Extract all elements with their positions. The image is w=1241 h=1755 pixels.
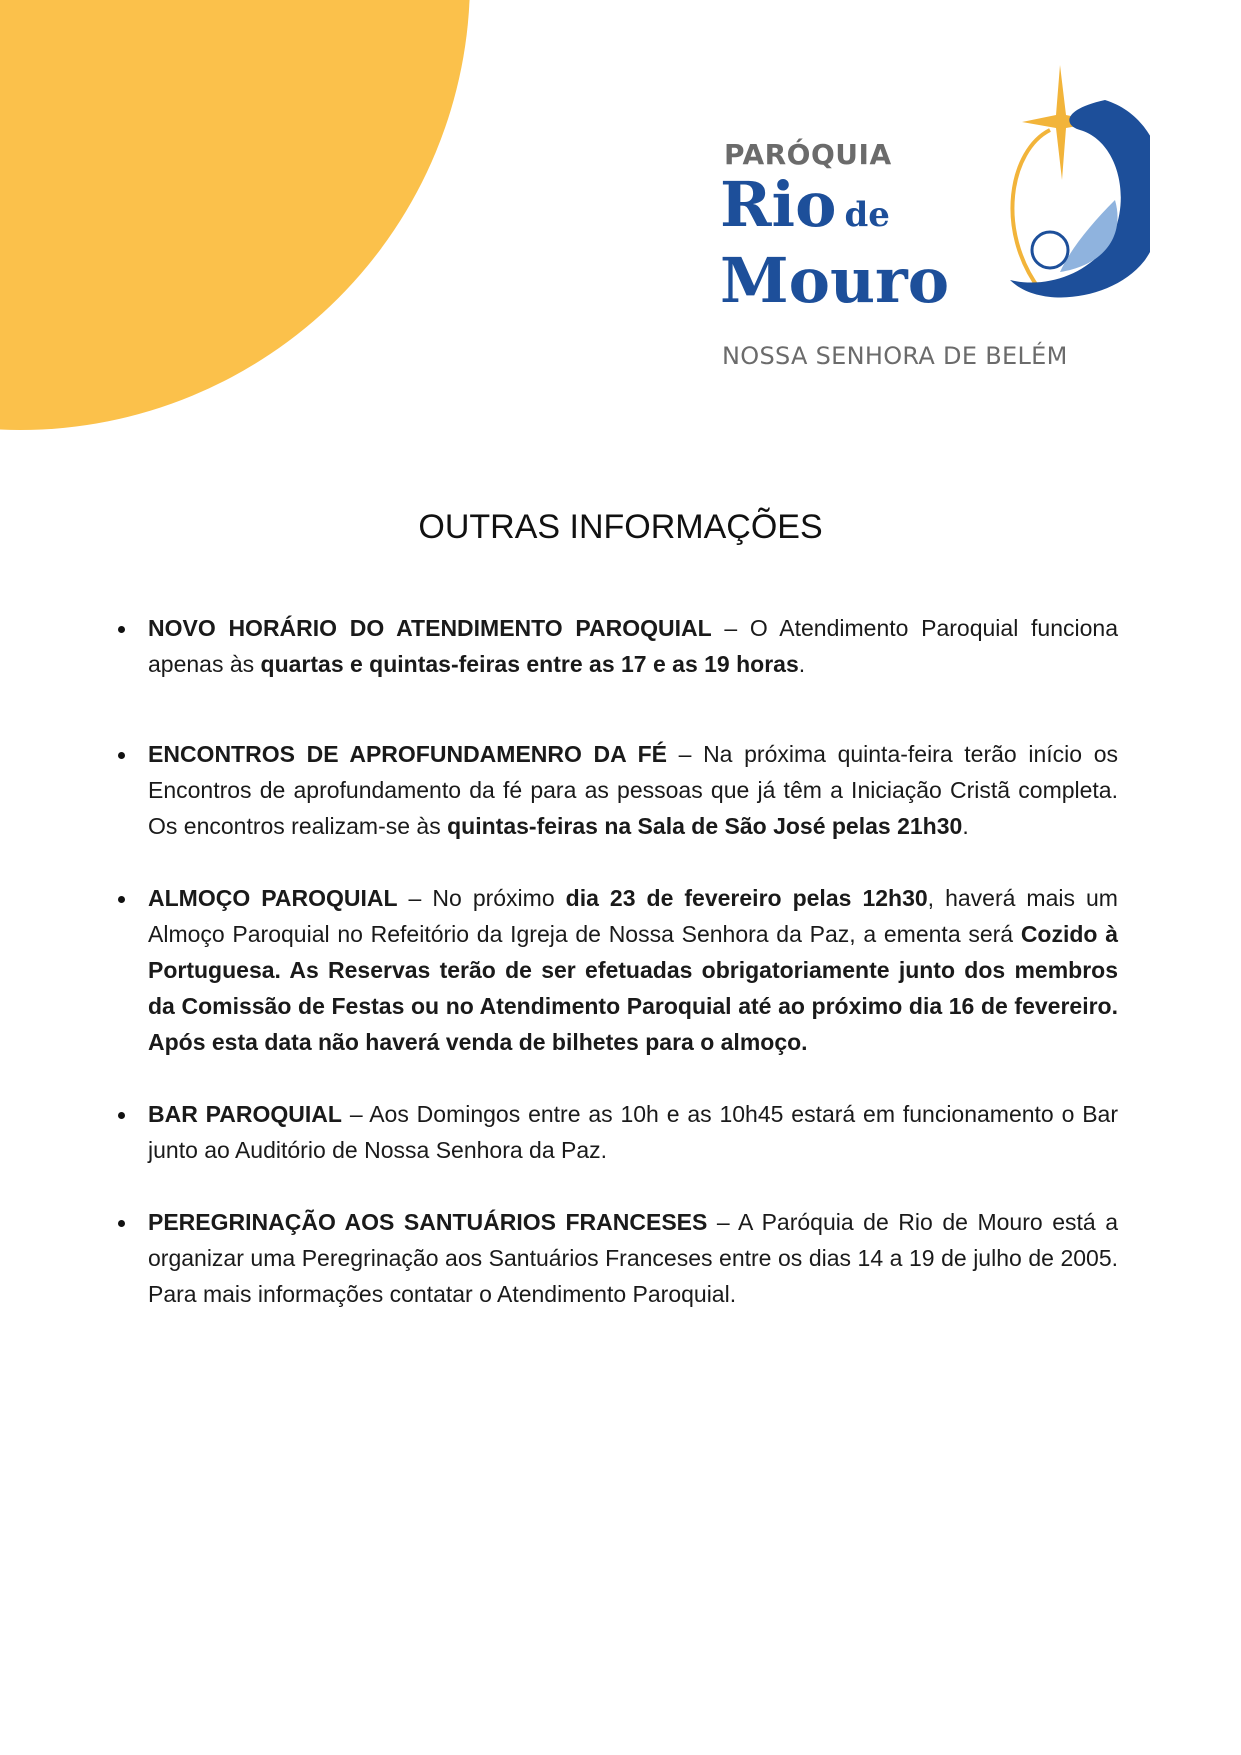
item-text: – Aos Domingos entre as 10h e as 10h45 estará em funcionamento o Bar junto ao Auditório de Nossa Senhora da Paz. xyxy=(148,1101,1119,1163)
decorative-sun-circle xyxy=(0,0,470,430)
item-text: , haverá mais um Almoço Paroquial no Refeitório da Igreja de Nossa Senhora da Paz, a ementa será xyxy=(148,885,1118,947)
bullet-icon xyxy=(118,1112,125,1119)
logo-subtitle: NOSSA SENHORA DE BELÉM xyxy=(722,342,1068,370)
item-bold-text: dia 23 de fevereiro pelas 12h30 xyxy=(565,885,928,911)
page-title: OUTRAS INFORMAÇÕES xyxy=(418,508,823,546)
logo-mouro-text: Mouro xyxy=(720,244,950,317)
item-text: – O Atendimento Paroquial funciona apenas às xyxy=(148,615,1118,677)
list-item-peregrinacao xyxy=(118,1204,1118,1312)
item-heading: PEREGRINAÇÃO AOS SANTUÁRIOS FRANCESES xyxy=(148,1209,708,1235)
item-text: . xyxy=(798,651,806,677)
bullet-icon xyxy=(118,1220,125,1227)
item-heading: NOVO HORÁRIO DO ATENDIMENTO PAROQUIAL xyxy=(148,615,712,641)
parish-logo xyxy=(700,60,1150,380)
item-bold-text: Cozido à Portuguesa. As Reservas terão de ser efetuadas obrigatoriamente junto dos membros da Comissão de Festas ou no Atendimento Paroquial até ao próximo dia 16 de fevereiro. Após esta data não haverá venda de bilhetes para o almoço. xyxy=(148,921,1118,1055)
bullet-icon xyxy=(118,752,125,759)
list-item-encontros xyxy=(118,736,1118,844)
list-item-bar xyxy=(118,1096,1118,1168)
list-item-horario xyxy=(118,610,1118,682)
item-heading: ALMOÇO PAROQUIAL xyxy=(148,885,398,911)
item-text: – A Paróquia de Rio de Mouro está a organizar uma Peregrinação aos Santuários Franceses entre os dias 14 a 19 de julho de 2005. Para mais informações contatar o Atendimento Paroquial. xyxy=(148,1209,1118,1307)
logo-rio-word: Rio xyxy=(720,168,837,241)
bullet-icon xyxy=(118,626,125,633)
item-bold-text: quintas-feiras na Sala de São José pelas 21h30 xyxy=(447,813,963,839)
bullet-icon xyxy=(118,896,125,903)
item-text: – Na próxima quinta-feira terão início os Encontros de aprofundamento da fé para as pessoas que já têm a Iniciação Cristã completa. Os encontros realizam-se às xyxy=(148,741,1119,839)
logo-paroquia-text: PARÓQUIA xyxy=(724,138,892,171)
logo-de-word: de xyxy=(844,195,890,235)
item-bold-text: quartas e quintas-feiras entre as 17 e as 19 horas xyxy=(260,651,799,677)
madonna-star-icon xyxy=(900,60,1150,320)
item-heading: BAR PAROQUIAL xyxy=(148,1101,342,1127)
item-text: . xyxy=(962,813,969,839)
logo-rio-text xyxy=(720,168,890,241)
item-text: – No próximo xyxy=(397,885,566,911)
list-item-almoco xyxy=(118,880,1118,1060)
info-list xyxy=(118,610,1118,1348)
item-heading: ENCONTROS DE APROFUNDAMENRO DA FÉ xyxy=(148,741,667,767)
